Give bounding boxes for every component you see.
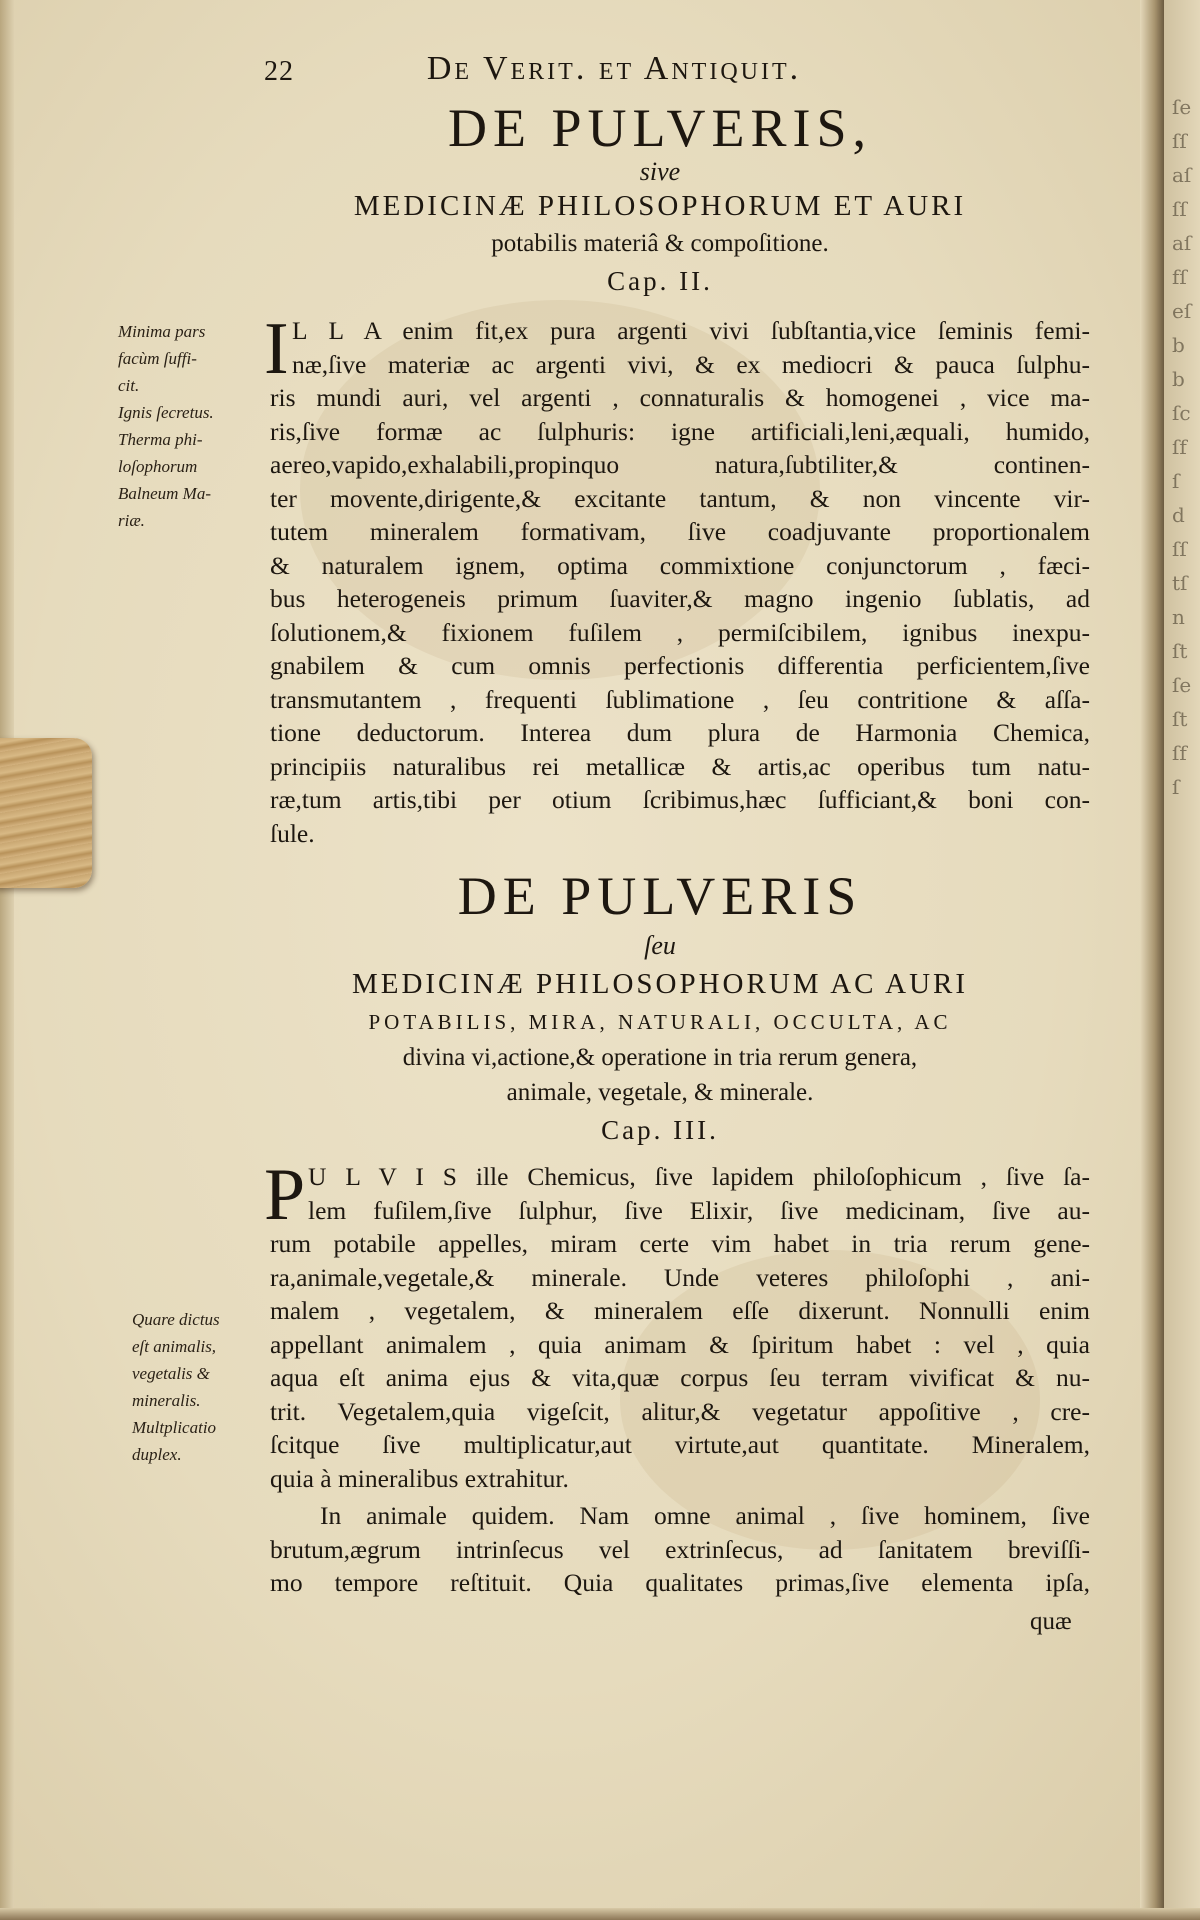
text-line: ræ,tum artis,tibi per otium ſcribimus,hæc ſufficiant,& boni con- <box>270 785 1090 814</box>
text-line: tione deductorum. Interea dum plura de Harmonia Chemica, <box>270 718 1090 747</box>
chapter-3-cap: Cap. III. <box>601 1115 719 1145</box>
text-line: ſcitque ſive multiplicatur,aut virtute,aut quantitate. Mineralem, <box>270 1430 1090 1459</box>
chapter-3-heading <box>200 866 1120 1150</box>
text-line: næ,ſive materiæ ac argenti vivi, & ex mediocri & pauca ſulphu- <box>292 349 1090 379</box>
chapter-3-subheading: MEDICINÆ PHILOSOPHORUM AC AURI <box>351 968 969 1000</box>
margin-note: duplex. <box>132 1445 182 1464</box>
chapter-3-subheading-2: POTABILIS, MIRA, NATURALI, OCCULTA, AC <box>368 1010 952 1034</box>
text-line: U L V I S ille Chemicus, ſive lapidem philoſophicum , ſive ſa- <box>308 1162 1090 1191</box>
text-line: rum potabile appelles, miram certe vim habet in tria rerum gene- <box>270 1229 1090 1258</box>
chapter-2-sive: sive <box>639 157 681 186</box>
page-left-edge <box>0 0 14 1920</box>
text-line: appellant animalem , quia animam & ſpiritum habet : vel , quia <box>270 1329 1090 1359</box>
text-line: ſolutionem,& fixionem fuſilem , permiſcibilem, ignibus inexpu- <box>270 617 1090 647</box>
margin-note: Balneum Ma- <box>118 484 212 503</box>
next-page-bleed: ſeſſaſſſaſfſeſbbſcſfſdſſtſnſtſeſtſfſ <box>1172 95 1192 799</box>
running-title: De Verit. et Antiquit. <box>426 50 802 87</box>
gutter-shadow <box>1140 0 1164 1920</box>
chapter-3-title: DE PULVERIS <box>457 866 863 926</box>
text-line: ra,animale,vegetale,& minerale. Unde veteres philoſophi , ani- <box>270 1262 1090 1292</box>
text-line: mo tempore reſtituit. Quia qualitates primas,ſive elementa ipſa, <box>270 1568 1090 1597</box>
text-line: ter movente,dirigente,& excitante tantum, & non vincente vir- <box>270 483 1090 513</box>
chapter-2-cap: Cap. II. <box>607 266 713 296</box>
margin-note: vegetalis & <box>132 1364 210 1383</box>
margin-note: riæ. <box>118 511 145 530</box>
chapter-3-body <box>264 1154 1090 1600</box>
drop-cap: I <box>264 308 289 390</box>
text-line: trit. Vegetalem,quia vigeſcit, alitur,& vegetatur appoſitive , cre- <box>270 1396 1090 1426</box>
text-line: aqua eſt anima ejus & vita,quæ corpus ſeu terram vivificat & nu- <box>270 1363 1090 1392</box>
text-line: bus heterogeneis primum ſuaviter,& magno ingenio ſublatis, ad <box>270 584 1090 613</box>
text-line: & naturalem ignem, optima commixtione conjunctorum , fæci- <box>270 550 1090 580</box>
text-line: gnabilem & cum omnis perfectionis differentia perficientem,ſive <box>270 651 1090 680</box>
text-line: ris,ſive formæ ac ſulphuris: igne artificiali,leni,æquali, humido, <box>270 416 1090 446</box>
chapter-2-margin-notes <box>118 318 268 534</box>
text-line: tutem mineralem formativam, ſive coadjuvante proportionalem <box>270 517 1090 546</box>
text-line: quia à mineralibus extrahitur. <box>270 1463 569 1493</box>
catchword: quæ <box>1030 1608 1072 1635</box>
margin-note: Minima pars <box>118 322 206 341</box>
margin-note: Therma phi- <box>118 430 203 449</box>
page-number: 22 <box>264 56 294 87</box>
margin-note: Quare dictus <box>132 1310 220 1329</box>
text-line: L L A enim fit,ex pura argenti vivi ſubſtantia,vice ſeminis femi- <box>292 316 1090 345</box>
text-line: ris mundi auri, vel argenti , connaturalis & homogenei , vice ma- <box>270 383 1090 412</box>
chapter-2-heading <box>200 98 1120 301</box>
margin-note: Ignis ſecretus. <box>118 403 214 422</box>
text-line: principiis naturalibus rei metallicæ & artis,ac operibus tum natu- <box>270 751 1090 781</box>
chapter-3-margin-notes <box>132 1306 282 1468</box>
margin-note: mineralis. <box>132 1391 201 1410</box>
chapter-2-body <box>264 308 1090 850</box>
margin-note: eſt animalis, <box>132 1337 217 1356</box>
margin-note: loſophorum <box>118 457 198 476</box>
margin-note: cit. <box>118 376 140 395</box>
chapter-2-subline: potabilis materiâ & compoſitione. <box>491 230 829 257</box>
chapter-3-subline-1: divina vi,actione,& operatione in tria rerum genera, <box>402 1044 918 1071</box>
chapter-2-subheading: MEDICINÆ PHILOSOPHORUM ET AURI <box>353 190 967 222</box>
chapter-2-title: DE PULVERIS, <box>447 98 873 158</box>
chapter-3-subline-2: animale, vegetale, & minerale. <box>506 1079 814 1106</box>
page-bottom-edge <box>0 1908 1200 1920</box>
drop-cap: P <box>264 1154 306 1236</box>
text-line: malem , vegetalem, & mineralem eſſe dixerunt. Nonnulli enim <box>270 1296 1090 1325</box>
text-line: transmutantem , frequenti ſublimatione , ſeu contritione & aſſa- <box>270 684 1090 714</box>
text-line: brutum,ægrum intrinſecus vel extrinſecus, ad ſanitatem breviſſi- <box>270 1534 1090 1564</box>
text-line: aereo,vapido,exhalabili,propinquo natura,ſubtiliter,& continen- <box>270 450 1090 479</box>
margin-note: facùm ſuffi- <box>118 349 197 368</box>
margin-note: Multplicatio <box>132 1418 217 1437</box>
running-head <box>264 50 964 90</box>
page-marker-tab <box>0 738 92 888</box>
chapter-3-seu: ſeu <box>644 931 676 960</box>
text-line: lem fuſilem,ſive ſulphur, ſive Elixir, ſive medicinam, ſive au- <box>308 1195 1090 1225</box>
text-line: In animale quidem. Nam omne animal , ſive hominem, ſive <box>320 1501 1090 1530</box>
text-line: ſule. <box>270 818 315 848</box>
